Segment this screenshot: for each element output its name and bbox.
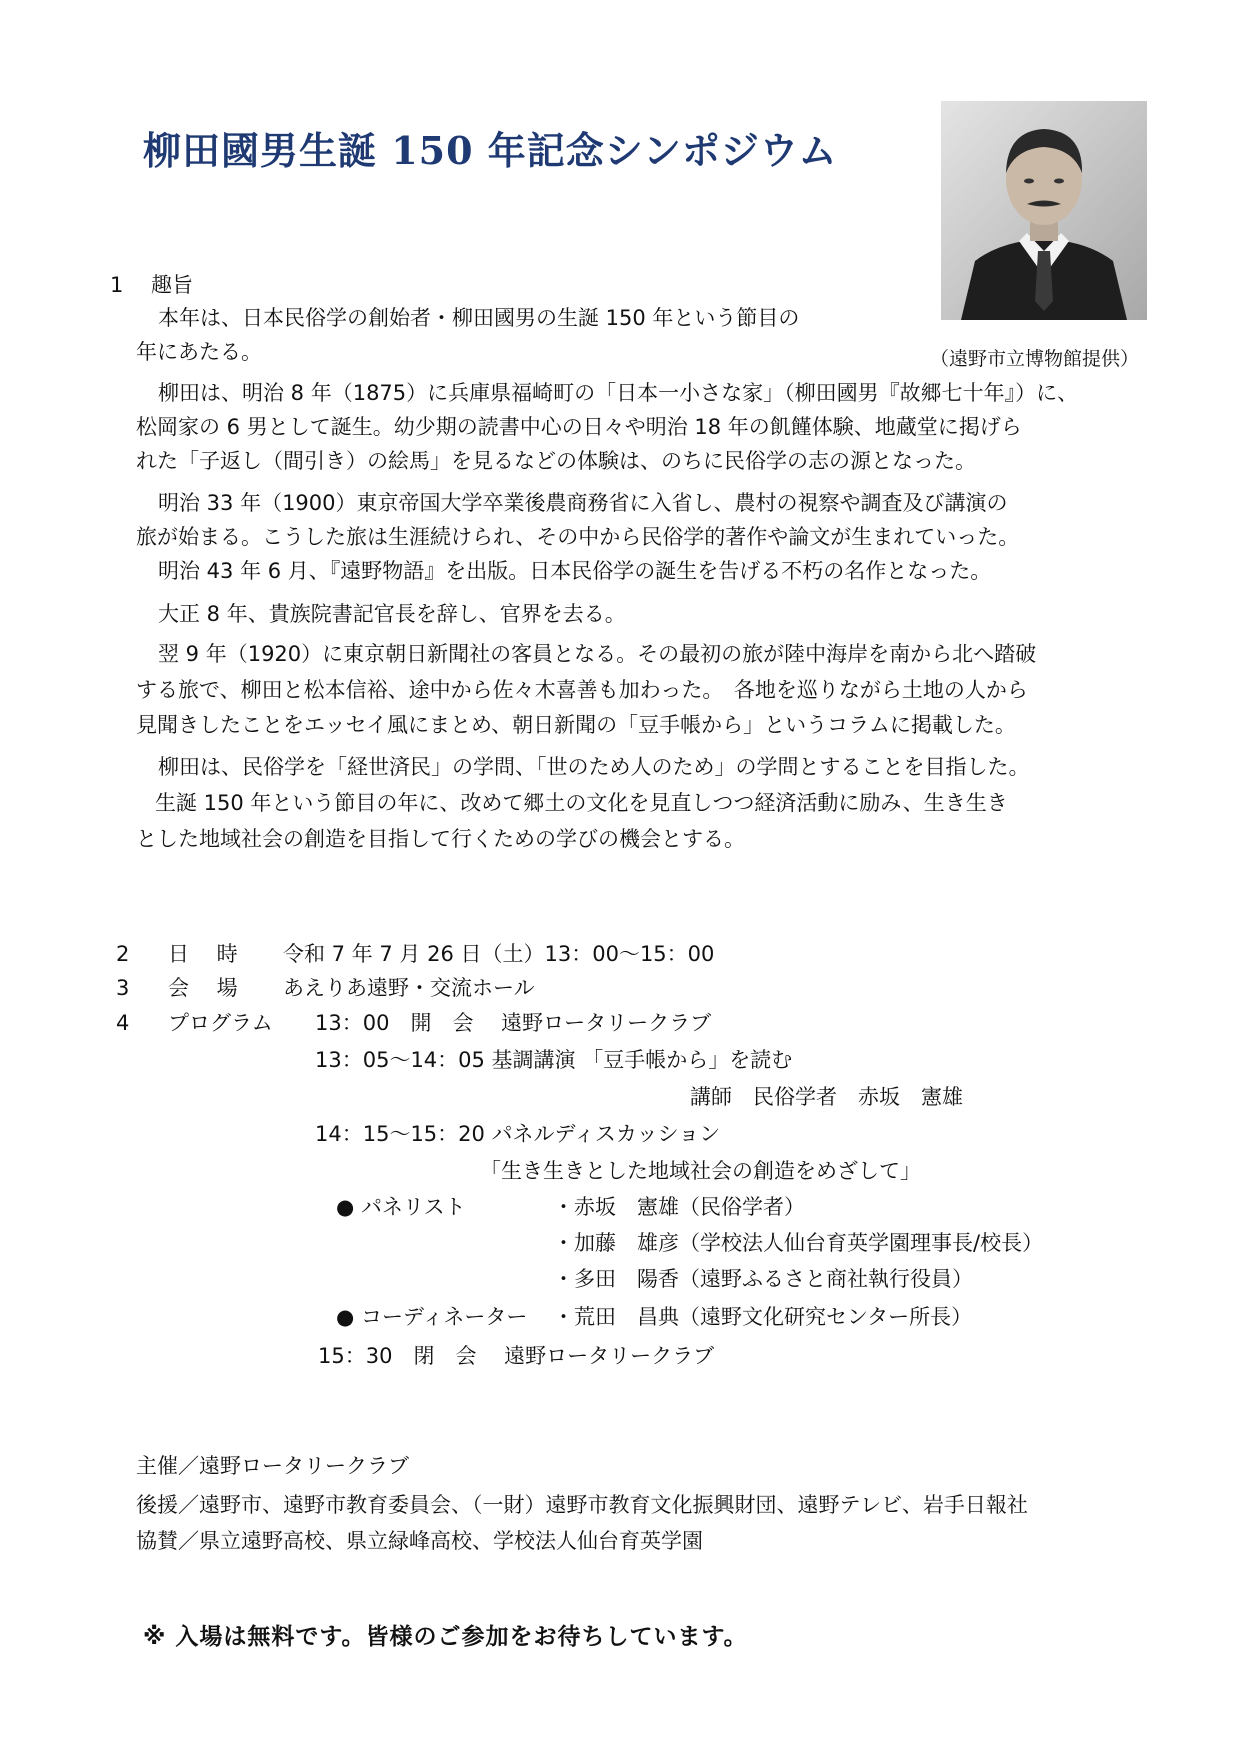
paragraph-line: 翌 9 年（1920）に東京朝日新聞社の客員となる。その最初の旅が陸中海岸を南から北へ踏破 bbox=[158, 642, 1037, 666]
section-number: 2 bbox=[116, 942, 130, 966]
program-label: プログラム bbox=[168, 1011, 273, 1035]
program-panel: 14：15～15：20 パネルディスカッション bbox=[315, 1122, 721, 1146]
paragraph-line: 生誕 150 年という節目の年に、改めて郷土の文化を見直しつつ経済活動に励み、生き生き bbox=[155, 791, 1008, 815]
paragraph-line: 本年は、日本民俗学の創始者・柳田國男の生誕 150 年という節目の bbox=[158, 306, 800, 330]
paragraph-line: 年にあたる。 bbox=[136, 340, 262, 364]
paragraph-line: れた「子返し（間引き）の絵馬」を見るなどの体験は、のちに民俗学の志の源となった。 bbox=[136, 449, 976, 473]
free-admission-notice: ※ 入場は無料です。皆様のご参加をお待ちしています。 bbox=[143, 1624, 748, 1650]
paragraph-line: 明治 43 年 6 月、『遠野物語』を出版。日本民俗学の誕生を告げる不朽の名作となった。 bbox=[158, 559, 992, 583]
section-number: 4 bbox=[116, 1011, 130, 1035]
panelist: ・多田 陽香（遠野ふるさと商社執行役員） bbox=[553, 1267, 973, 1291]
paragraph-line: 明治 33 年（1900）東京帝国大学卒業後農商務省に入省し、農村の視察や調査及び講演の bbox=[158, 491, 1008, 515]
program-lecturer: 講師 民俗学者 赤坂 憲雄 bbox=[690, 1085, 963, 1109]
portrait-photo-icon bbox=[941, 101, 1147, 320]
coordinator-label: ● コーディネーター bbox=[336, 1305, 528, 1329]
paragraph-line: 大正 8 年、貴族院書記官長を辞し、官界を去る。 bbox=[158, 602, 626, 626]
date-value: 令和 7 年 7 月 26 日（土）13：00～15：00 bbox=[283, 942, 715, 966]
sponsor-cooperation: 協賛／県立遠野高校、県立緑峰高校、学校法人仙台育英学園 bbox=[136, 1529, 703, 1553]
paragraph-line: 柳田は、明治 8 年（1875）に兵庫県福崎町の「日本一小さな家」（柳田國男『故郷七十年』）に、 bbox=[158, 381, 1079, 405]
section-heading-purpose: 1 趣旨 bbox=[110, 273, 194, 297]
paragraph-line: とした地域社会の創造を目指して行くための学びの機会とする。 bbox=[136, 827, 745, 851]
paragraph-line: する旅で、柳田と松本信裕、途中から佐々木喜善も加わった。 各地を巡りながら土地の人から bbox=[136, 678, 1028, 702]
panelist: ・赤坂 憲雄（民俗学者） bbox=[553, 1195, 805, 1219]
sponsor-host: 主催／遠野ロータリークラブ bbox=[136, 1454, 409, 1478]
coordinator: ・荒田 昌典（遠野文化研究センター所長） bbox=[553, 1305, 973, 1329]
page-title: 柳田國男生誕 150 年記念シンポジウム bbox=[143, 128, 838, 173]
sponsor-support: 後援／遠野市、遠野市教育委員会、（一財）遠野市教育文化振興財団、遠野テレビ、岩手日報社 bbox=[136, 1493, 1028, 1517]
venue-value: あえりあ遠野・交流ホール bbox=[283, 976, 535, 1000]
paragraph-line: 旅が始まる。こうした旅は生涯続けられ、その中から民俗学的著作や論文が生まれていった。 bbox=[136, 525, 1020, 549]
paragraph-line: 見聞きしたことをエッセイ風にまとめ、朝日新聞の「豆手帳から」というコラムに掲載した。 bbox=[136, 713, 1016, 737]
program-open: 13：00 開 会 遠野ロータリークラブ bbox=[315, 1011, 712, 1035]
program-panel-theme: 「生き生きとした地域社会の創造をめざして」 bbox=[480, 1159, 921, 1183]
paragraph-line: 松岡家の 6 男として誕生。幼少期の読書中心の日々や明治 18 年の飢饉体験、地蔵堂に掲げら bbox=[136, 415, 1022, 439]
section-number: 3 bbox=[116, 976, 130, 1000]
program-close: 15：30 閉 会 遠野ロータリークラブ bbox=[318, 1344, 715, 1368]
date-label: 日 時 bbox=[168, 942, 238, 966]
panelist: ・加藤 雄彦（学校法人仙台育英学園理事長/校長） bbox=[553, 1231, 1044, 1255]
paragraph-line: 柳田は、民俗学を「経世済民」の学問、「世のため人のため」の学問とすることを目指した。 bbox=[158, 755, 1030, 779]
photo-credit: （遠野市立博物館提供） bbox=[930, 348, 1140, 370]
program-keynote: 13：05～14：05 基調講演 「豆手帳から」を読む bbox=[315, 1048, 793, 1072]
panelists-label: ● パネリスト bbox=[336, 1195, 466, 1219]
venue-label: 会 場 bbox=[168, 976, 238, 1000]
